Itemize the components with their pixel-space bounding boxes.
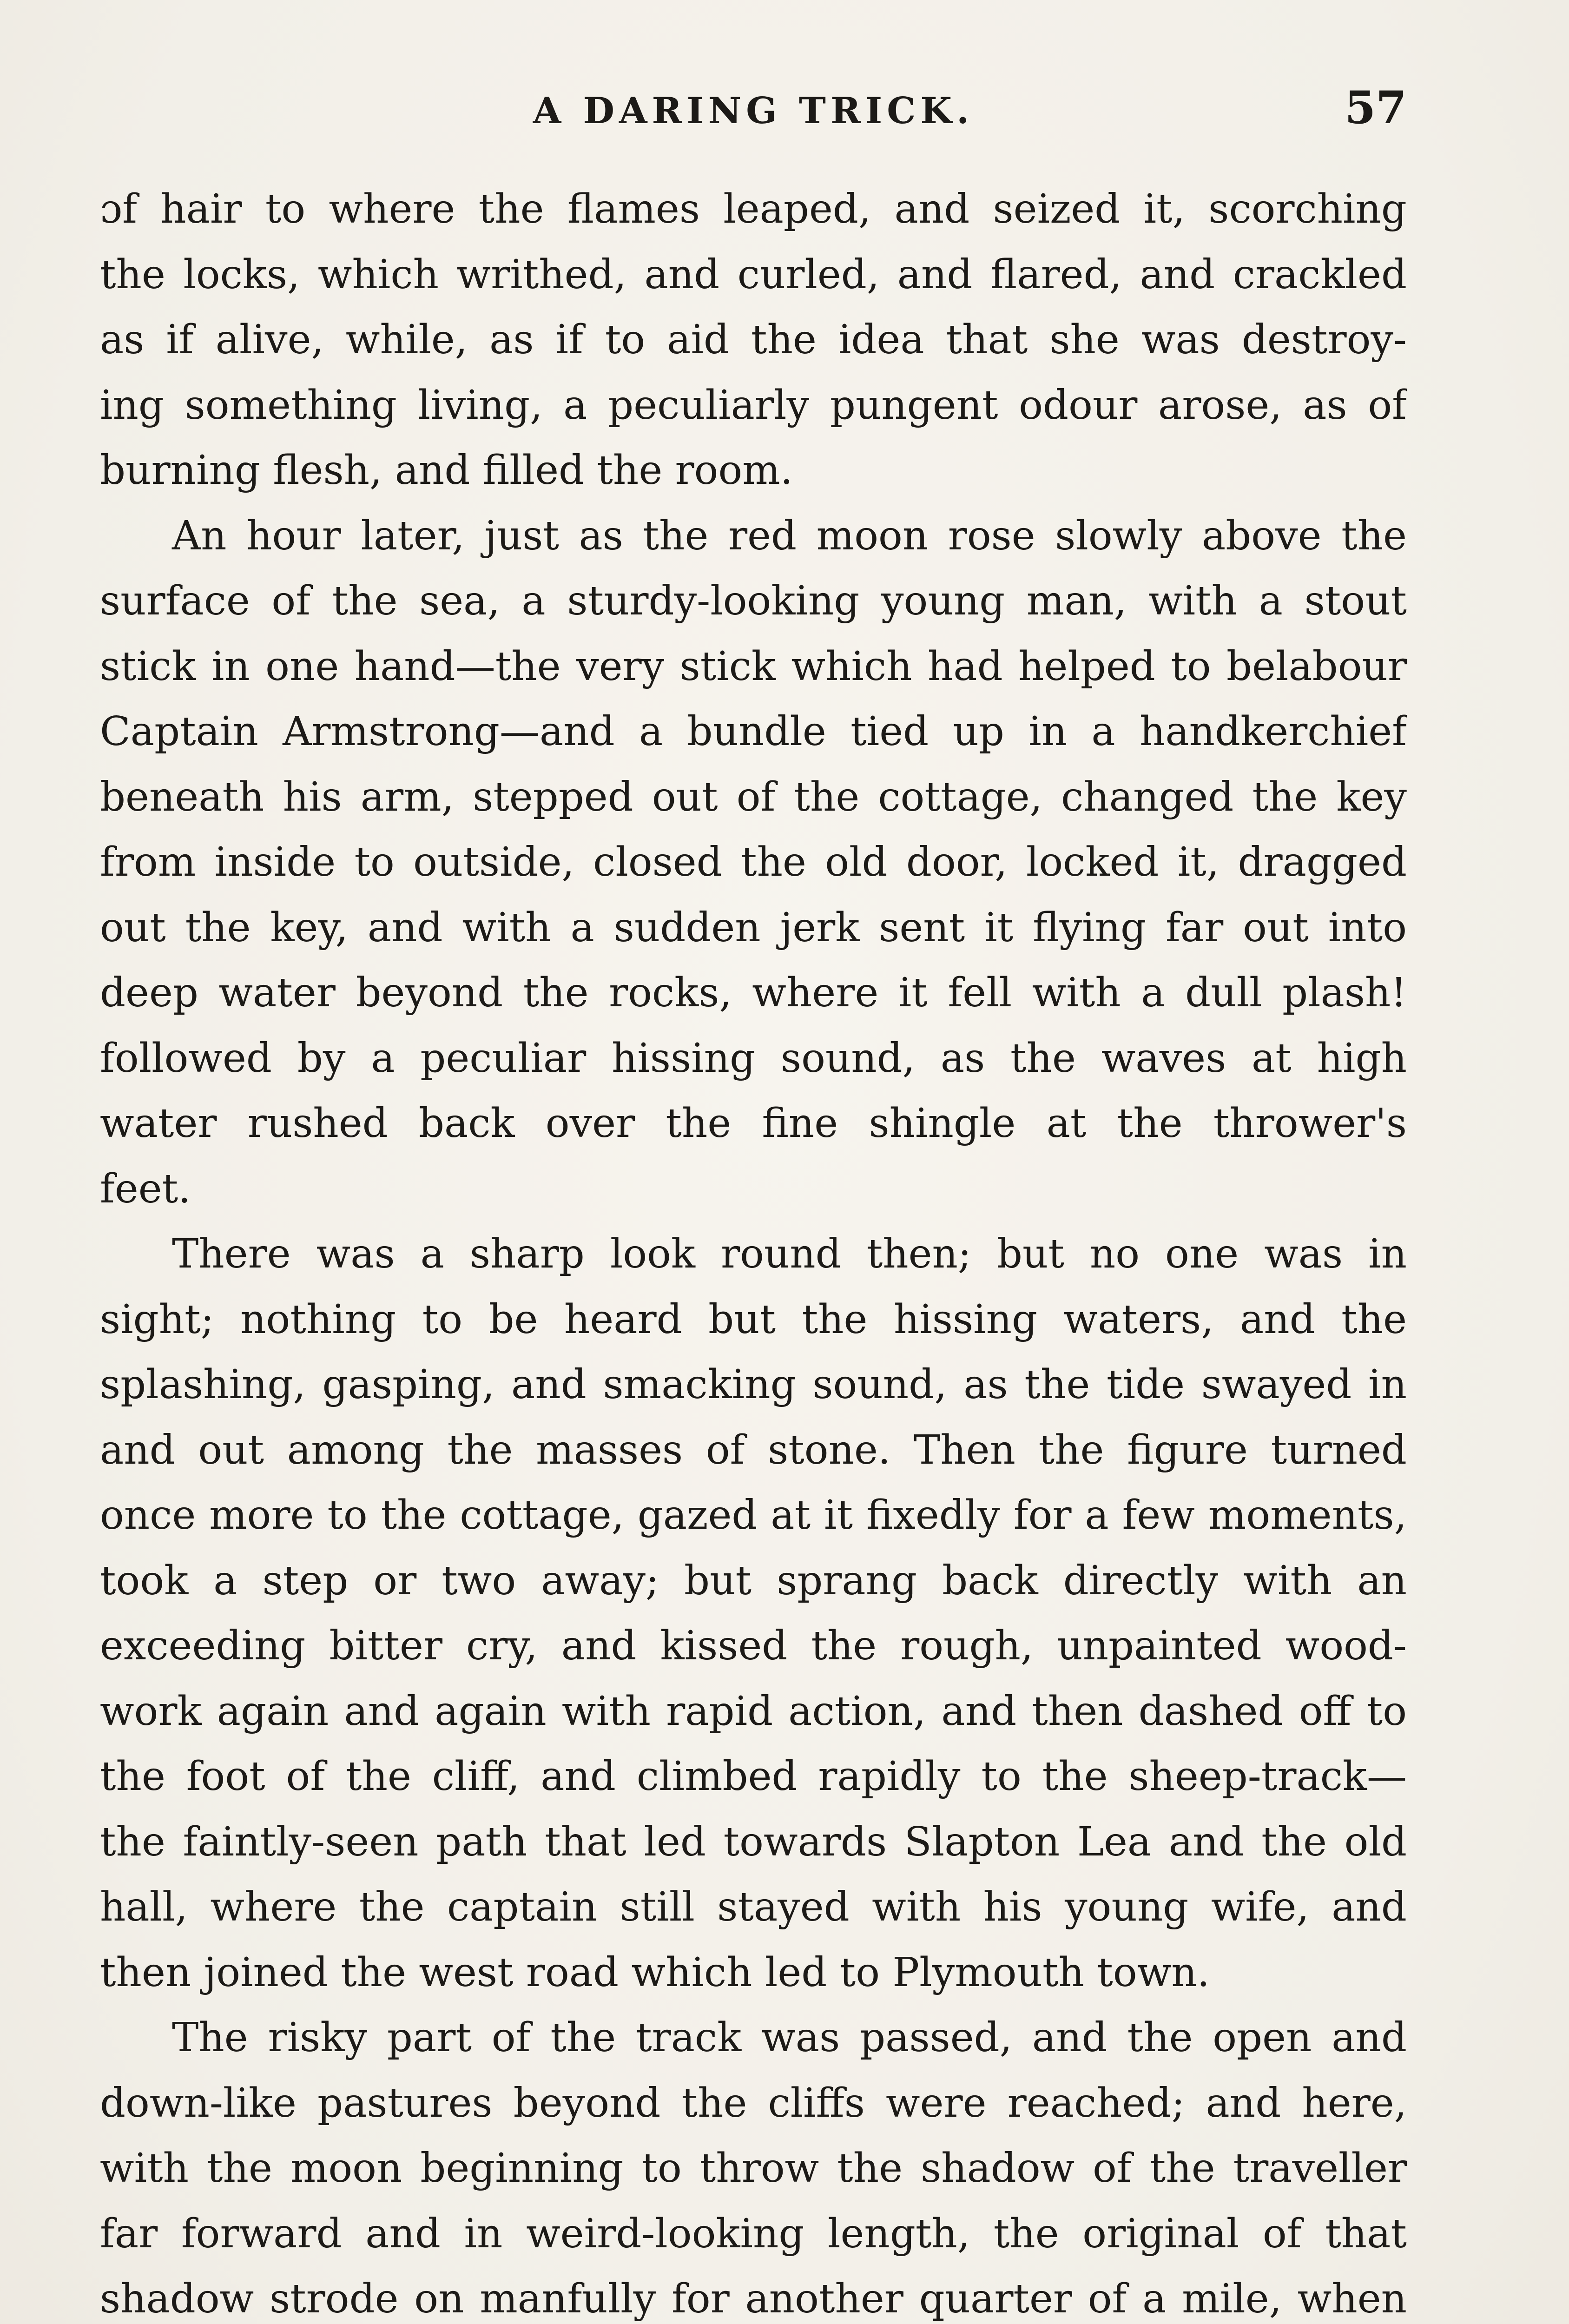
text-line: down-like pastures beyond the cliffs were reached; and here, bbox=[100, 2080, 1407, 2126]
text-line: followed by a peculiar hissing sound, as the waves at high bbox=[100, 1035, 1407, 1082]
text-line: shadow strode on manfully for another quarter of a mile, when bbox=[100, 2276, 1407, 2322]
text-line: Captain Armstrong—and a bundle tied up in a handkerchief bbox=[100, 708, 1407, 755]
text-line: and out among the masses of stone. Then the figure turned bbox=[100, 1426, 1407, 1473]
text-line: work again and again with rapid action, and then dashed off to bbox=[100, 1688, 1407, 1735]
page-header bbox=[100, 81, 1407, 137]
text-line: surface of the sea, a sturdy-looking young man, with a stout bbox=[100, 578, 1407, 624]
text-line: the locks, which writhed, and curled, and flared, and crackled bbox=[100, 251, 1407, 298]
text-line: the foot of the cliff, and climbed rapidly to the sheep-track— bbox=[100, 1753, 1407, 1800]
text-line: beneath his arm, stepped out of the cottage, changed the key bbox=[100, 773, 1407, 820]
text-line: took a step or two away; but sprang back directly with an bbox=[100, 1557, 1407, 1604]
text-line: burning flesh, and filled the room. bbox=[100, 447, 793, 494]
text-line: There was a sharp look round then; but no one was in bbox=[172, 1231, 1407, 1277]
page-number: 57 bbox=[1345, 81, 1407, 134]
text-line: ing something living, a peculiarly pungent odour arose, as of bbox=[100, 382, 1407, 429]
text-line: An hour later, just as the red moon rose slowly above the bbox=[172, 512, 1407, 559]
text-line: exceeding bitter cry, and kissed the rough, unpainted wood- bbox=[100, 1623, 1407, 1669]
text-line: then joined the west road which led to Plymouth town. bbox=[100, 1949, 1210, 1996]
body-text bbox=[100, 177, 1407, 2324]
text-line: The risky part of the track was passed, and the open and bbox=[172, 2014, 1407, 2061]
text-line: feet. bbox=[100, 1165, 191, 1212]
text-line: splashing, gasping, and smacking sound, as the tide swayed in bbox=[100, 1361, 1407, 1408]
text-line: with the moon beginning to throw the shadow of the traveller bbox=[100, 2145, 1407, 2192]
text-line: stick in one hand—the very stick which had helped to belabour bbox=[100, 643, 1407, 690]
text-line: deep water beyond the rocks, where it fell with a dull plash! bbox=[100, 970, 1407, 1016]
text-line: far forward and in weird-looking length, the original of that bbox=[100, 2210, 1407, 2257]
text-line: as if alive, while, as if to aid the idea that she was destroy- bbox=[100, 317, 1407, 363]
text-line: sight; nothing to be heard but the hissing waters, and the bbox=[100, 1296, 1407, 1343]
text-line: out the key, and with a sudden jerk sent it flying far out into bbox=[100, 904, 1407, 951]
text-line: from inside to outside, closed the old door, locked it, dragged bbox=[100, 839, 1407, 885]
text-line: the faintly-seen path that led towards Slapton Lea and the old bbox=[100, 1818, 1407, 1865]
text-line: water rushed back over the fine shingle at the thrower's bbox=[100, 1100, 1407, 1147]
text-line: ɔf hair to where the flames leaped, and seized it, scorching bbox=[100, 186, 1407, 232]
running-head: A DARING TRICK. bbox=[533, 90, 974, 132]
text-line: once more to the cottage, gazed at it fixedly for a few moments, bbox=[100, 1492, 1407, 1538]
text-line: hall, where the captain still stayed with his young wife, and bbox=[100, 1884, 1407, 1930]
